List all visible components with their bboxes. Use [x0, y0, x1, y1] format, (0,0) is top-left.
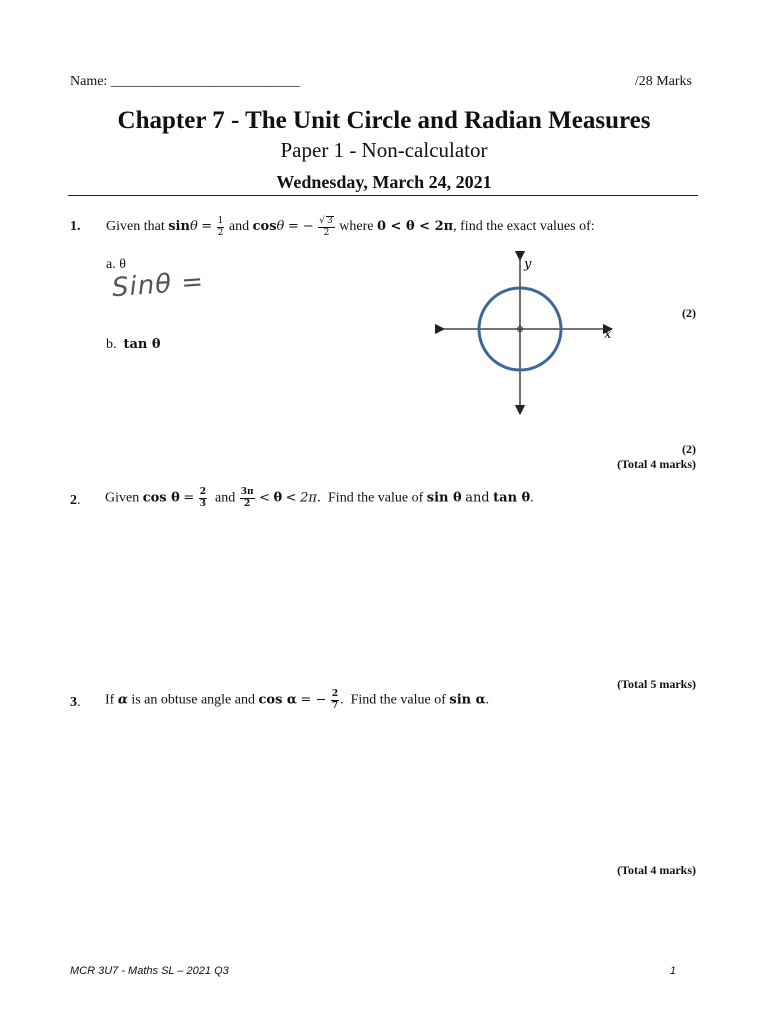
q1-eq-minus: = −	[287, 219, 314, 235]
q1-and: and	[228, 219, 250, 235]
q2-cos-denominator: 3	[199, 499, 206, 509]
q2-sin-theta: sin θ	[426, 490, 462, 506]
q2-and-2: and	[465, 490, 490, 506]
q1-total-marks: (Total 4 marks)	[617, 457, 696, 471]
q3-alpha: α	[117, 692, 128, 708]
q1-cos: cos	[252, 219, 277, 235]
header-divider	[68, 195, 698, 196]
total-marks: /28 Marks	[634, 74, 692, 89]
q2-eq: =	[183, 490, 195, 506]
q3-obtuse: is an obtuse angle and	[131, 692, 255, 708]
q1-stem	[106, 216, 595, 238]
x-axis-label: x	[604, 327, 612, 342]
q1-sin-denominator: 2	[217, 227, 224, 238]
q3-cos-alpha: cos α	[258, 692, 297, 708]
q3-eq-minus: = −	[300, 692, 327, 708]
q2-cos-theta: cos θ	[142, 490, 180, 506]
footer-course: MCR 3U7 - Maths SL – 2021 Q3	[70, 965, 229, 977]
q1-part-b-label: b.	[106, 337, 117, 352]
q2-upper-bound: 2π.	[300, 490, 322, 506]
q2-lower-num: 3π	[240, 487, 254, 497]
q2-lower-den: 2	[244, 499, 251, 509]
q1-given: Given that	[106, 219, 165, 235]
q3-total-marks: (Total 4 marks)	[617, 863, 696, 877]
name-field-label: Name: ___________________________	[70, 74, 300, 89]
page-title: Chapter 7 - The Unit Circle and Radian Measures	[117, 107, 651, 134]
q1-part-b	[106, 337, 161, 353]
q2-lt-2: <	[285, 490, 297, 506]
q3-number	[70, 695, 81, 711]
q1-sin: sin	[168, 219, 190, 235]
q1-root-value: 3	[327, 216, 333, 226]
q2-number-dot: .	[77, 493, 81, 508]
q3-find: Find the value of	[350, 692, 446, 708]
page-number: 1	[669, 965, 676, 977]
q2-tan-theta: tan θ	[493, 490, 531, 506]
q1-sin-numerator: 1	[217, 215, 224, 226]
q1-where: where	[339, 219, 374, 235]
q2-end: .	[530, 490, 534, 506]
q3-number-digit: 3	[70, 695, 77, 710]
handwritten-answer: Sinθ =	[111, 266, 206, 304]
exam-date: Wednesday, March 24, 2021	[276, 172, 492, 192]
q1-tail: , find the exact values of:	[453, 219, 595, 235]
unit-circle-diagram	[430, 250, 620, 418]
q1b-marks: (2)	[682, 442, 696, 456]
q1-cos-numerator	[318, 216, 334, 228]
q3-cos-denominator: 7	[331, 701, 339, 711]
q1-theta-2: θ	[276, 219, 285, 235]
q3-period: .	[340, 692, 344, 708]
q3-stem	[105, 690, 489, 711]
q1-part-b-math: tan θ	[123, 337, 161, 352]
q1-number: 1.	[70, 219, 81, 234]
q3-sin-alpha: sin α	[449, 692, 486, 708]
y-axis-label: y	[524, 257, 532, 272]
q2-number	[70, 493, 81, 509]
q1-eq-1: =	[201, 219, 213, 235]
q1-range: 0 < θ < 2π	[376, 219, 454, 235]
q2-given: Given	[105, 490, 140, 506]
q3-if: If	[105, 692, 115, 708]
q2-lt-1: <	[259, 490, 270, 506]
q1-theta-1: θ	[189, 219, 198, 235]
q2-cos-numerator: 2	[199, 487, 206, 497]
q2-and: and	[215, 490, 236, 506]
q3-cos-numerator: 2	[331, 689, 339, 699]
q3-end: .	[485, 692, 490, 708]
q1-sin-fraction	[217, 217, 225, 238]
q3-number-dot: .	[77, 695, 81, 710]
q1-part-a: a. θ	[106, 257, 126, 272]
q2-theta: θ	[273, 490, 283, 506]
q3-cos-fraction	[331, 690, 339, 711]
q1-root-sign: √	[319, 216, 326, 226]
q2-number-digit: 2	[70, 493, 77, 508]
q1-cos-denominator: 2	[323, 228, 330, 238]
q2-stem	[105, 488, 534, 509]
q1a-marks: (2)	[682, 306, 696, 320]
q2-lower-bound	[240, 488, 255, 509]
page-subtitle: Paper 1 - Non-calculator	[280, 138, 488, 162]
q2-cos-fraction	[199, 488, 207, 509]
q2-find: Find the value of	[328, 490, 424, 506]
q1-cos-fraction	[318, 216, 334, 238]
q2-total-marks: (Total 5 marks)	[617, 677, 696, 691]
